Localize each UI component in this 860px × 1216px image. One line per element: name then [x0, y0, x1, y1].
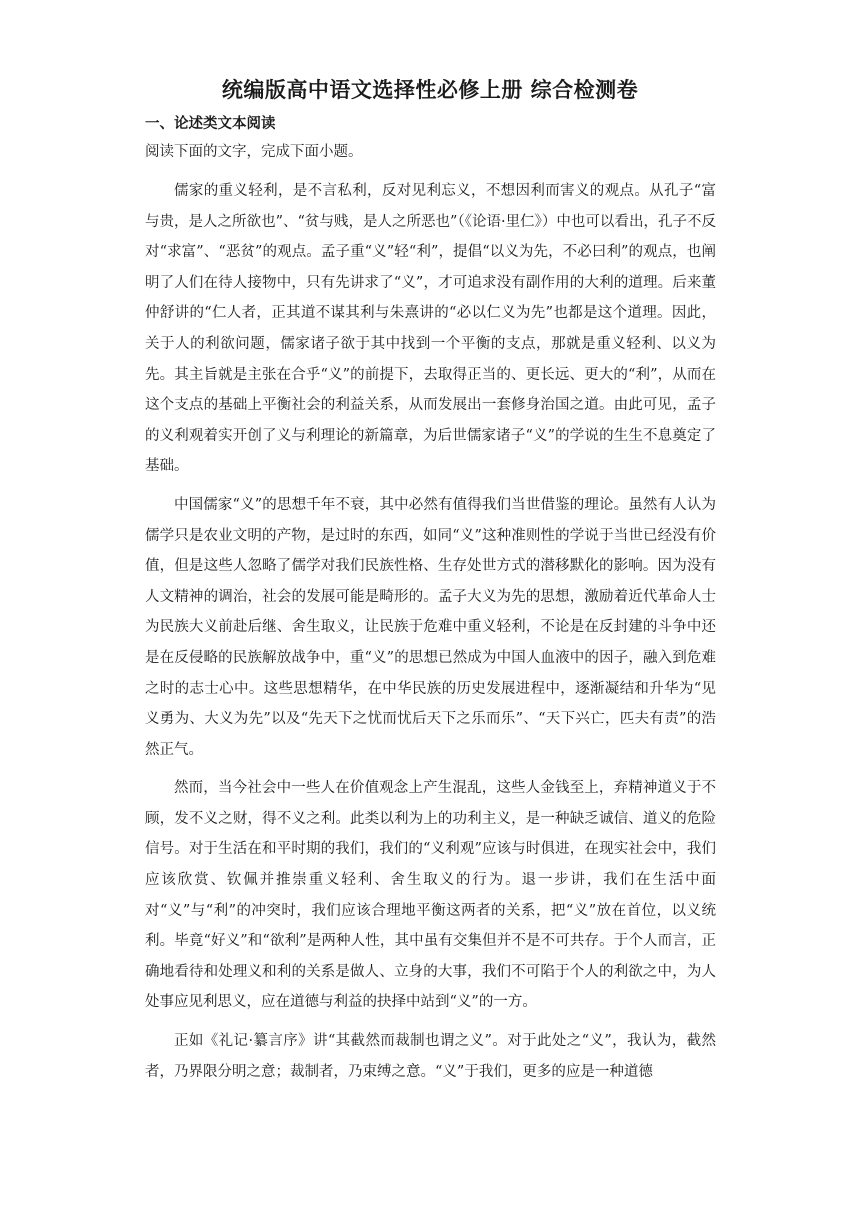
- section-heading: 一、论述类文本阅读: [145, 116, 276, 132]
- paragraph-4: 正如《礼记·纂言序》讲“其截然而裁制也谓之义”。对于此处之“义”，我认为，截然者，乃界限分明之意；裁制者，乃束缚之意。“义”于我们，更多的应是一种道德: [145, 1033, 716, 1080]
- paragraph-1: 儒家的重义轻利，是不言私利，反对见利忘义，不想因利而害义的观点。从孔子“富与贵，是人之所欲也”、“贫与贱，是人之所恶也”（《论语·里仁》）中也可以看出，孔子不反对“求富”、“恶贫”的观点。孟子重“义”轻“利”，提倡“以义为先，不必曰利”的观点，也阐明了人们在待人接物中，只有先讲求了“义”，才可追求没有副作用的大利的道理。后来董仲舒讲的“仁人者，正其道不谋其利与朱熹讲的“必以仁义为先”也都是这个道理。因此，关于人的利欲问题，儒家诸子欲于其中找到一个平衡的支点，那就是重义轻利、以义为先。其主旨就是主张在合乎“义”的前提下，去取得正当的、更长远、更大的“利”，从而在这个支点的基础上平衡社会的利益关系，从而发展出一套修身治国之道。由此可见，孟子的义利观着实开创了义与利理论的新篇章，为后世儒家诸子“义”的学说的生生不息奠定了基础。: [145, 183, 716, 475]
- document-title: 统编版高中语文选择性必修上册 综合检测卷: [221, 78, 639, 102]
- paragraph-3: 然而，当今社会中一些人在价值观念上产生混乱，这些人金钱至上，弃精神道义于不顾，发不义之财，得不义之利。此类以利为上的功利主义，是一种缺乏诚信、道义的危险信号。对于生活在和平时期的我们，我们的“义利观”应该与时俱进，在现实社会中，我们应该欣赏、钦佩并推崇重义轻利、舍生取义的行为。退一步讲，我们在生活中面对“义”与“利”的冲突时，我们应该合理地平衡这两者的关系，把“义”放在首位，以义统利。毕竟“好义”和“欲利”是两种人性，其中虽有交集但并不是不可共存。于个人而言，正确地看待和处理义和利的关系是做人、立身的大事，我们不可陷于个人的利欲之中，为人处事应见利思义，应在道德与利益的抉择中站到“义”的一方。: [145, 780, 716, 1011]
- paragraph-2: 中国儒家“义”的思想千年不衰，其中必然有值得我们当世借鉴的理论。虽然有人认为儒学只是农业文明的产物，是过时的东西，如同“义”这种准则性的学说于当世已经没有价值，但是这些人忽略了儒学对我们民族性格、生存处世方式的潜移默化的影响。因为没有人文精神的调治，社会的发展可能是畸形的。孟子大义为先的思想，激励着近代革命人士为民族大义前赴后继、舍生取义，让民族于危难中重义轻利，不论是在反封建的斗争中还是在反侵略的民族解放战争中，重“义”的思想已然成为中国人血液中的因子，融入到危难之时的志士心中。这些思想精华，在中华民族的历史发展进程中，逐渐凝结和升华为“见义勇为、大义为先”以及“先天下之忧而忧后天下之乐而乐”、“天下兴亡，匹夫有责”的浩然正气。: [145, 496, 716, 758]
- article-body: [145, 176, 716, 1095]
- instruction-text: 阅读下面的文字，完成下面小题。: [145, 144, 363, 160]
